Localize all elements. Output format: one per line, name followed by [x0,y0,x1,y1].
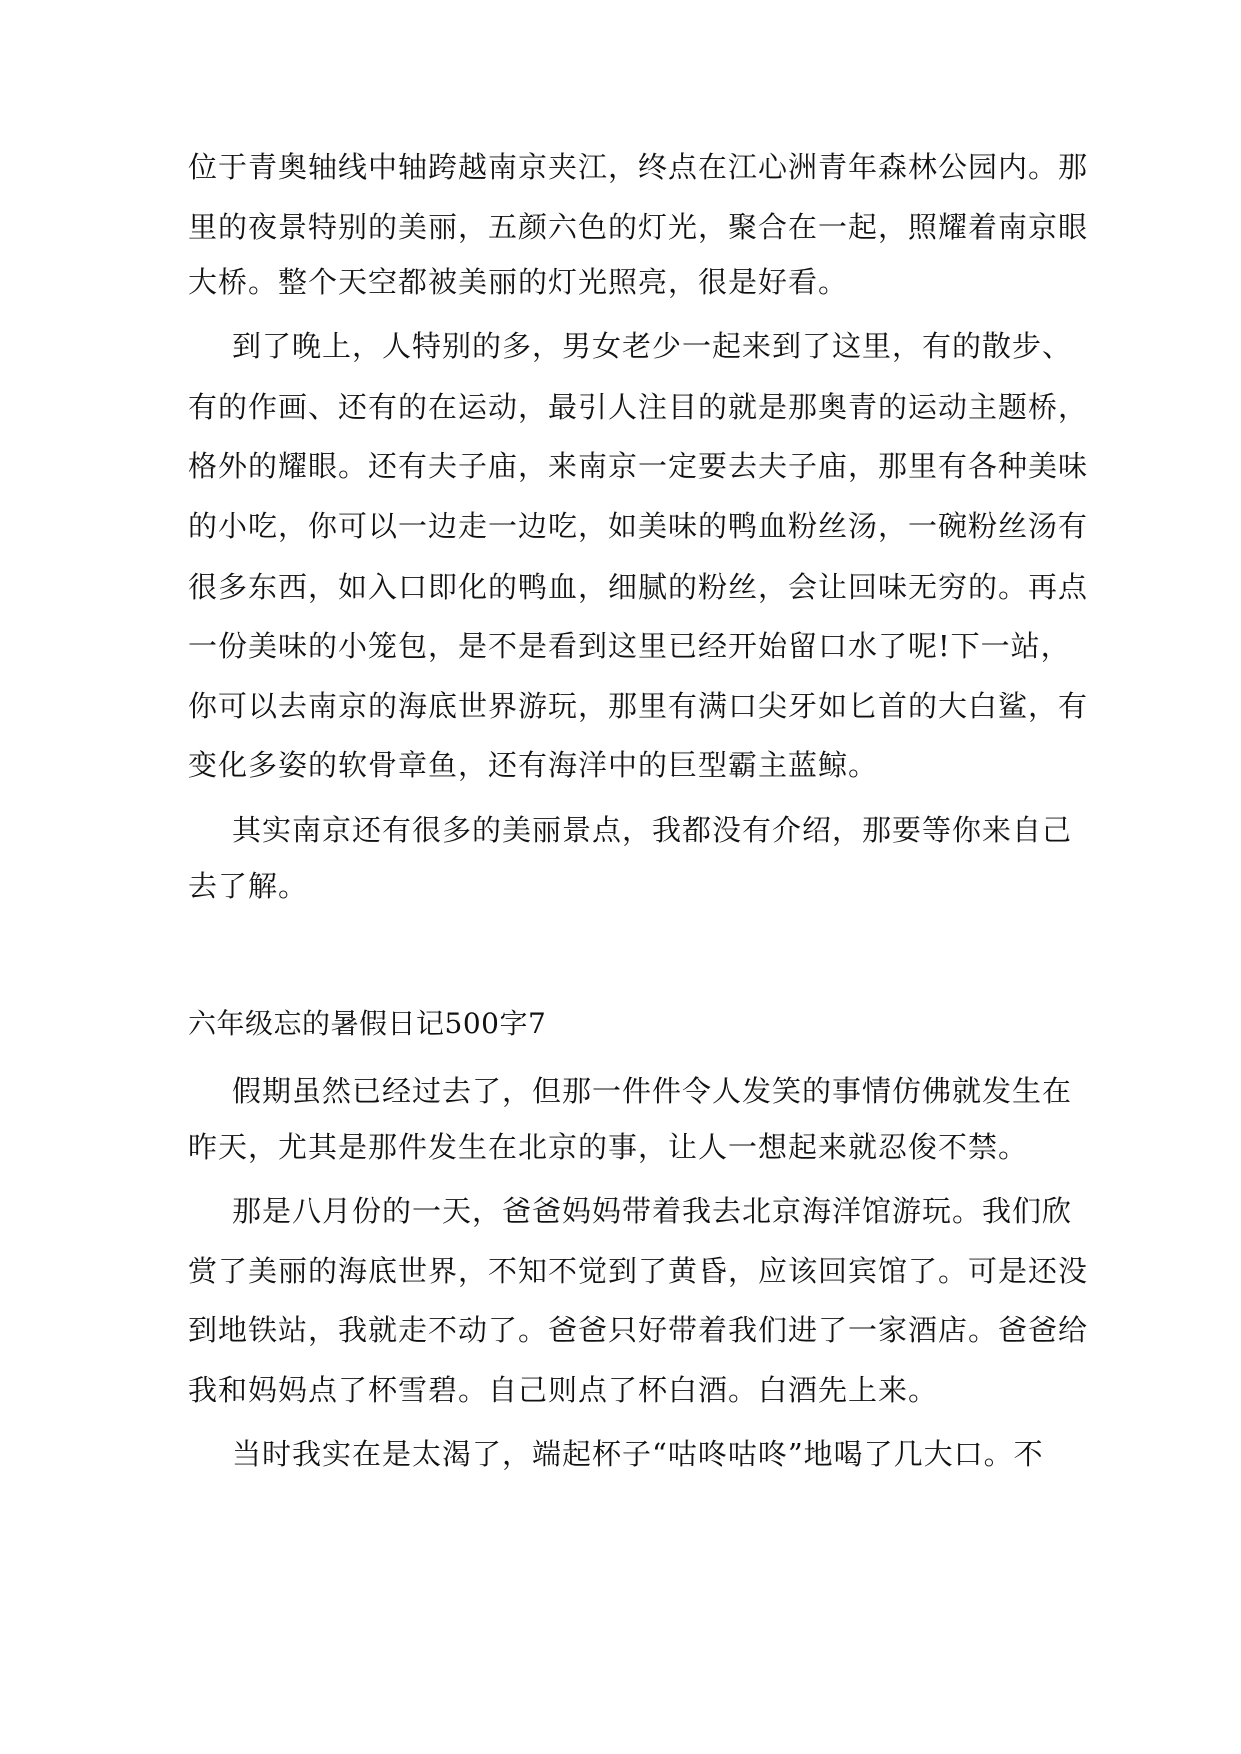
text-line: 赏了美丽的海底世界，不知不觉到了黄昏，应该回宾馆了。可是还没 [188,1254,1089,1288]
text-line: 的小吃，你可以一边走一边吃，如美味的鸭血粉丝汤，一碗粉丝汤有 [188,509,1089,543]
text-line: 当时我实在是太渴了，端起杯子“咕咚咕咚”地喝了几大口。不 [232,1437,1044,1471]
section-heading: 六年级忘的暑假日记500字7 [188,1007,547,1040]
text-line: 位于青奥轴线中轴跨越南京夹江，终点在江心洲青年森林公园内。那 [188,150,1089,184]
text-line: 去了解。 [188,869,309,903]
text-line: 有的作画、还有的在运动，最引人注目的就是那奥青的运动主题桥， [188,390,1089,424]
text-line: 那是八月份的一天，爸爸妈妈带着我去北京海洋馆游玩。我们欣 [232,1194,1073,1228]
text-line: 一份美味的小笼包，是不是看到这里已经开始留口水了呢!下一站， [188,629,1071,663]
text-line: 你可以去南京的海底世界游玩，那里有满口尖牙如匕首的大白鲨，有 [188,689,1089,723]
text-line: 其实南京还有很多的美丽景点，我都没有介绍，那要等你来自己 [232,813,1073,847]
text-line: 昨天，尤其是那件发生在北京的事，让人一想起来就忍俊不禁。 [188,1130,1029,1164]
text-line: 很多东西，如入口即化的鸭血，细腻的粉丝，会让回味无穷的。再点 [188,570,1089,604]
text-line: 到地铁站，我就走不动了。爸爸只好带着我们进了一家酒店。爸爸给 [188,1313,1089,1347]
text-line: 格外的耀眼。还有夫子庙，来南京一定要去夫子庙，那里有各种美味 [188,449,1089,483]
text-line: 里的夜景特别的美丽，五颜六色的灯光，聚合在一起，照耀着南京眼 [188,210,1089,244]
text-line: 大桥。整个天空都被美丽的灯光照亮，很是好看。 [188,265,849,299]
text-line: 到了晚上，人特别的多，男女老少一起来到了这里，有的散步、 [232,329,1073,363]
text-line: 变化多姿的软骨章鱼，还有海洋中的巨型霸主蓝鲸。 [188,748,879,782]
text-line: 假期虽然已经过去了，但那一件件令人发笑的事情仿佛就发生在 [232,1074,1073,1108]
text-line: 我和妈妈点了杯雪碧。自己则点了杯白酒。白酒先上来。 [188,1373,939,1407]
